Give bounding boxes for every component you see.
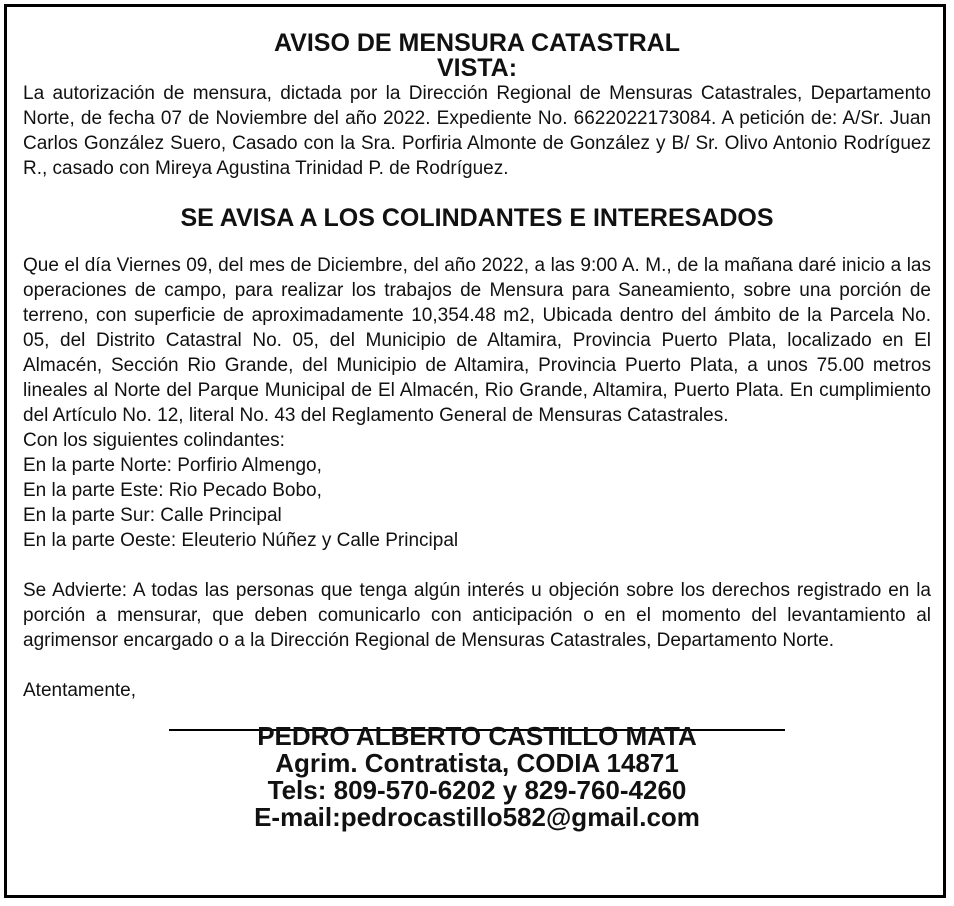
colindante-item: En la parte Norte: Porfirio Almengo, [23,455,322,476]
signature-phones: Tels: 809-570-6202 y 829-760-4260 [267,775,687,805]
notice-subtitle: VISTA: [436,54,518,82]
notice-title: AVISO DE MENSURA CATASTRAL [273,29,681,57]
signature-email: E-mail:pedrocastillo582@gmail.com [254,802,700,832]
intro-paragraph: La autorización de mensura, dictada por la Dirección Regional de Mensuras Catastrales, Departamento Norte, de fecha 07 de Noviembre del año 2022. Expediente No. 6622022173084. A petición de: A/Sr. Juan Carlos González Suero, Casado con la Sra. Porfiria Almonte de González y B/ Sr. Olivo Antonio Rodríguez R., casado con Mireya Agustina Trinidad P. de Rodríguez. [23,83,931,179]
colindantes-label: Con los siguientes colindantes: [23,430,285,451]
colindante-item: En la parte Este: Rio Pecado Bobo, [23,480,322,501]
warning-paragraph: Se Advierte: A todas las personas que tenga algún interés u objeción sobre los derechos registrado en la porción a mensurar, que deben comunicarlo con anticipación o en el momento del levantamiento al agrimensor encargado o a la Dirección Regional de Mensuras Catastrales, Departamento Norte. [23,580,931,651]
notice-heading: SE AVISA A LOS COLINDANTES E INTERESADOS [180,204,774,232]
closing-text: Atentamente, [23,680,137,701]
notice-frame [4,4,946,898]
spacer [23,553,931,578]
colindante-item: En la parte Sur: Calle Principal [23,505,282,526]
signature-title: Agrim. Contratista, CODIA 14871 [275,748,679,778]
signature-name: PEDRO ALBERTO CASTILLO MATA [257,721,697,751]
spacer [23,653,931,678]
body-paragraph: Que el día Viernes 09, del mes de Diciembre, del año 2022, a las 9:00 A. M., de la mañana daré inicio a las operaciones de campo, para realizar los trabajos de Mensura para Saneamiento, sobre una porción de terreno, con superficie de aproximadamente 10,354.48 m2, Ubicada dentro del ámbito de la Parcela No. 05, del Distrito Catastral No. 05, del Municipio de Altamira, Provincia Puerto Plata, localizado en El Almacén, Sección Rio Grande, del Municipio de Altamira, Provincia Puerto Plata, a unos 75.00 metros lineales al Norte del Parque Municipal de El Almacén, Rio Grande, Altamira, Puerto Plata. En cumplimiento del Artículo No. 12, literal No. 43 del Reglamento General de Mensuras Catastrales. [23,255,931,426]
colindante-item: En la parte Oeste: Eleuterio Núñez y Calle Principal [23,530,459,551]
notice-content [23,31,931,831]
